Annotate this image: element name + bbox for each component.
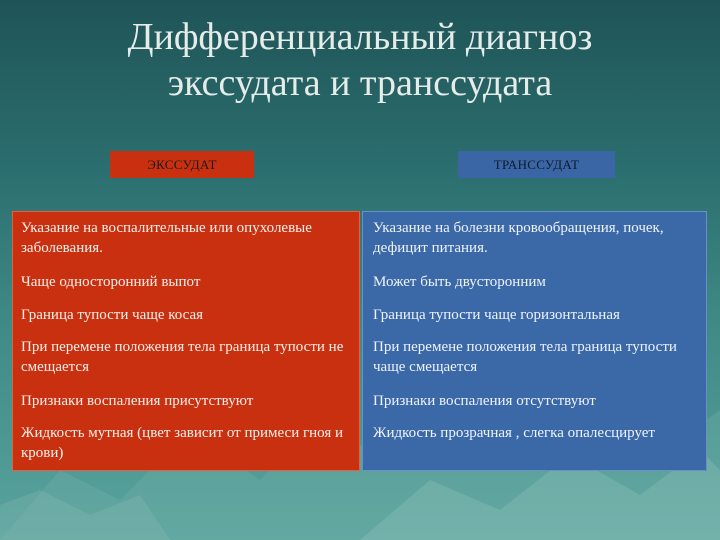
transudate-row-5: Признаки воспаления отсутствуют bbox=[373, 393, 596, 409]
transudate-row-3: Граница тупости чаще горизонтальная bbox=[373, 307, 620, 323]
exudate-row-5: Признаки воспаления присутствуют bbox=[21, 393, 254, 409]
transudate-header: ТРАНССУДАТ bbox=[458, 151, 615, 178]
slide-title bbox=[0, 14, 720, 106]
exudate-row-4: При перемене положения тела граница тупости не смещается bbox=[21, 339, 344, 375]
exudate-header: ЭКССУДАТ bbox=[110, 151, 254, 178]
transudate-row-2: Может быть двусторонним bbox=[373, 274, 546, 290]
transudate-row-1: Указание на болезни кровообращения, почек, дефицит питания. bbox=[373, 220, 664, 256]
exudate-row-1: Указание на воспалительные или опухолевые заболевания. bbox=[21, 220, 312, 256]
exudate-row-2: Чаще односторонний выпот bbox=[21, 274, 201, 290]
exudate-row-6: Жидкость мутная (цвет зависит от примеси гноя и крови) bbox=[21, 425, 344, 461]
exudate-row-3: Граница тупости чаще косая bbox=[21, 307, 204, 323]
transudate-row-4: При перемене положения тела граница тупости чаще смещается bbox=[373, 339, 677, 375]
transudate-column bbox=[362, 211, 707, 471]
slide-title-line1: Дифференциальный диагноз bbox=[127, 16, 593, 58]
transudate-row-6: Жидкость прозрачная , слегка опалесцирует bbox=[373, 425, 655, 441]
slide-title-line2: экссудата и транссудата bbox=[167, 62, 553, 104]
exudate-column bbox=[12, 211, 360, 471]
